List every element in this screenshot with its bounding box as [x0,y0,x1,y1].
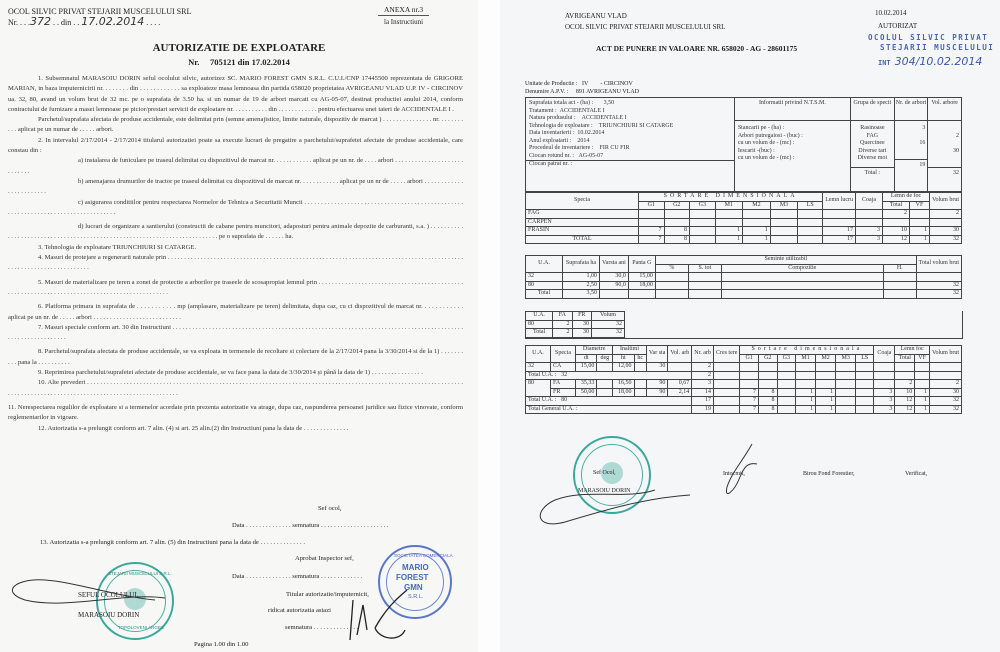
paragraph-2b: b) amenajarea drumurilor de tractor pe traseul delimitat cu dispozitivul de marcat nr. . . . . . . . . . . . aplicat pe un nr de . . . . . arbori . . . . . . . . . . . . . . . . . . . . . . . . [8,177,463,196]
valuation-act-page [500,0,1000,652]
table-row-total: Total U.A. : 32 2 [526,371,962,380]
page-footer: Pagina 1.00 din 1.00 [194,641,249,648]
unit-value: IV [582,81,589,87]
ntsm-lines: Stancarii pe - (ha) : Arbori putregaiosi - (buc) : cu un volum de - (mc) : Iescarii -(buc) : cu un volum de - (mc) : [737,125,803,161]
act-title: ACT DE PUNERE IN VALOARE NR. 658020 - AG - 28601175 [596,44,798,53]
data-signature-line-2: Data . . . . . . . . . . . . . . semnatura . . . . . . . . . . . . . [232,573,363,580]
info-area: Suprafata totala act - (ha) : 3,50 [529,100,615,106]
signature-intocmit [722,442,762,502]
sef-ocol-name: MARASOIU DORIN [78,611,140,619]
act-status: AUTORIZAT [878,22,918,30]
authorization-number: 705121 [210,57,236,67]
table-row-total: TOTAL 7 8 1 1 17 3 12 1 32 [526,235,962,244]
info-table [525,97,962,192]
signature-sef-ocol [5,570,175,620]
ridicat-label: ridicat autorizatia astazi [268,607,331,614]
data-signature-line-1: Data . . . . . . . . . . . . . . semnatura . . . . . . . . . . . . . . . . . . . . . [232,522,389,529]
paragraph-11: 11. Nerespectarea regulilor de exploatare si a termenelor acordate prin prezenta autorizatie va atrage, dupa caz, raspunderea persoanei juridice sau fizice vinovate, conform reglementarilor in vigoare. [8,403,463,422]
doc-title: AUTORIZATIE DE EXPLOATARE [152,42,326,54]
titular-label: Titular autorizatie/imputernicit, [286,591,369,598]
registration-stamp-line-2: STEJARII MUSCELULUI [880,43,995,52]
vol-arbore-cell: Vol. arbore 2 30 32 [928,98,962,192]
sig-birou: Birou Fond Forestier, [803,471,855,477]
org-name: OCOL SILVIC PRIVAT STEJARII MUSCELULUI SRL [8,7,192,16]
sef-ocol-title: SEFUL OCOLULUI, [78,591,139,599]
signature-sef-ocol-right [525,470,705,530]
sig-sef-name: MARASOIU DORIN [578,488,631,494]
ua-table: U.A. Suprafata ha Varsta ani Panta G Seminte utilizabil Total volum brut % S. tot Compozitie H. 32 1,00 30,0 15,00 80 2,50 90,0 18,00 32 Total 3,50 32 [525,255,962,299]
paragraph-delimitation: Parchetul/suprafata afectata de produse accidentale, este delimitat prin (semne amenajistice, limite naturale, dispozitiv de marcat ) . . . . . . . . . . . . . . . nr. . . . . . . . . . . aplicat pe un numar de . . . . . arbori. [8,116,463,134]
detail-table: U.A. Specia Diametre Inaltimi Var sta Vol. arb Nr. arb Cres tere Sortare dimensionala Coaja Lemn foc Volum brut dt deg ht hc G1 G2 G3 M1 M2 M3 LS Total VF 32 CA 15,00 12,00 30 2 Total U.A. : 32 2 80 FA 35,33 16,50 90 0,67 3 2 2 FR 50,00 18,00 90 2,14 14 7 8 1 1 3 10 1 30 Total U.A. : 80 17 7 8 1 1 3 12 1 32 Total General U.A. : 19 7 8 1 1 3 12 1 32 [525,345,962,414]
paragraph-1: 1. Subsemnatul MARASOIU DORIN seful ocolului silvic, autorizez SC. MARIO FOREST GMN S.R.L. C.U.I./CNP 17445500 reprezentata de GRIGORE MARIAN, in baza imputernicirii nr. . . . . . . . din . . . . . . . . . . . . sa exploateze masa lemnoasa din partida 658020 proprietatea AVRIGEANU VLAD U.P. IV - CIRCINOV ua. 32, 80, avand un volum brut de 32 mc. pe o suprafata de 3.50 ha. si un numar de 19 de arbori marcati cu AG-05-07, destinat productiei anului 2014, conform contractului de furnizare a masei lemnoase pe picior/prestari servicii de exploatare nr. . . . . . . . . . . din . . . . . . . . . . . . pentru efectuarea unei taieri de ACCIDENTALE I . [8,75,463,113]
paragraph-2c: c) asigurarea conditiilor pentru respectarea Normelor de Tehnica a Securitatii Muncii . . . . . . . . . . . . . . . . . . . . . . . . . . . . . . . . . . . . . . . . . . . . . . . . . . . . . . . . . . . . . . . . . . . . . . . . . . . . . . . . . [8,198,463,216]
paragraph-9: 9. Reprimirea parchetului/suprafetei afectate de produse accidentale, se va face pana la data de 3/30/2014 și până la data de 1) . . . . . . . . . . . . . . . . [38,369,423,377]
subtitle-nr: Nr. [188,57,200,67]
paragraph-4: 4. Masuri de protejare a regenerarii naturale prin . . . . . . . . . . . . . . . . . . . . . . . . . . . . . . . . . . . . . . . . . . . . . . . . . . . . . . . . . . . . . . . . . . . . . . . . . . . . . . . . . . . . . . . . . . . . . . . . . . . . . . . . . . . . . . . . . . . [8,254,463,272]
fa-fr-table: U.A. FA FR Volum 80 2 30 32 Total 2 30 32 [525,311,625,338]
table-row-total: Total U.A. : 80 17 7 8 1 1 3 12 1 32 [526,397,962,406]
aprobat-label: Aprobat Inspector sef, [295,555,354,562]
paragraph-3: 3. Tehnologia de exploatare TRIUNCHIURI SI CATARGE. [38,243,197,251]
act-date: 10.02.2014 [875,9,907,17]
table-row: 80 2 30 32 [526,320,625,329]
registration-stamp-line-1: OCOLUL SILVIC PRIVAT [868,33,989,42]
apv-value: 891 AVRIGEANU VLAD [575,89,640,95]
sig-intocmit: Intocmit, [723,471,745,477]
ocol-stamp: STEJARII MUSCELULUI S.R.L. TOPOLOVENI ARGES [96,562,174,640]
table-row-grand-total: Total General U.A. : 19 7 8 1 1 3 12 1 32 [526,405,962,414]
semnatura-line: semnatura . . . . . . . . . . . . . . [285,624,359,631]
nr-arbori-cell: Nr. de arbori 3 16 19 [894,98,928,192]
authorization-page [0,0,478,652]
paragraph-7: 7. Masuri speciale conform art. 30 din Instructiuni . . . . . . . . . . . . . . . . . . . . . . . . . . . . . . . . . . . . . . . . . . . . . . . . . . . . . . . . . . . . . . . . . . . . . . . . . . . . . . . . . . . . . . . . . . . . . . . . . . . . . . . . . . [8,323,463,342]
paragraph-6: 6. Platforma primara in suprafata de . . . . . . . . . . . mp (amplasare, materializare pe teren) delimitata, dupa caz, cu ci dispozitivul de marcat nr. . . . . . . . . . . . aplicat pe un nr. de . . . . . arbori . . . . . . . . . . . . . . . . . . . . . . . . . . . [8,303,463,321]
paragraph-8: 8. Parchetul/suprafata afectata de produse accidentale, se va exploata in termenele de recoltare si colectare de la 2/17/2014 pana la 3/30/2014 si de la 1) . . . . . . . . . . pana la . . . . . . . . . . [8,348,463,366]
authorization-body [8,74,463,434]
info-cell: Suprafata totala act - (ha) : 3,50 Tratament : ACCIDENTALE I Natura produsului : ACCIDENTALE I Tehnologia de exploatare : TRIUNCHIURI SI CATARGE Data inventarierii : 10.02.2014 Anul exploatarii : 2014 Procedeul de inventariere : FIR CU FIR Ciocan rotund nr. : AG-05-07 Ciocan patrat nr. : [526,98,735,192]
table-row: 80 2,50 90,0 18,00 32 [526,281,962,290]
table-row: 32 1,00 30,0 15,00 [526,273,962,282]
apv-row: Denumire A.P.V. : 891 AVRIGEANU VLAD [525,89,640,95]
table-row-total: Total 3,50 32 [526,290,962,299]
paragraph-12: 12. Autorizatia s-a prelungit conform art. 7 alin. (4) si art. 25 alin.(2) din Instructiuni pana la data de . . . . . . . . . . . . . . [38,424,349,432]
paragraph-2: 2. In intervalul 2/17/2014 - 2/17/2014 titularul autorizatiei poate sa execute lucrari de pregatire a parchetului/suprafetei afectate de produse accidentale, care constau din : [8,136,463,155]
table-row: FAG 2 2 [526,210,962,219]
table-row: 80 FA 35,33 16,50 90 0,67 3 2 2 [526,380,962,389]
sig-verificat: Verificat, [905,471,928,477]
annex-sub: la Instructiuni [384,18,424,26]
owner-name: AVRIGEANU VLAD [565,12,627,20]
annex-label: ANEXA nr.3 [378,5,429,16]
unit-row: Unitate de Productie : IV - CIRCINOV [525,81,633,87]
ntsm-header: Informatii privind N.T.S.M. [735,98,850,121]
authorization-date: 17.02.2014 [251,57,290,67]
paragraph-5: 5. Masuri de materializare pe teren a zonei de protectie a arborilor pe traseele de scosapropiat lemnul prin . . . . . . . . . . . . . . . . . . . . . . . . . . . . . . . . . . . . . . . . . . . . . . . . . . . . . . . . . . . . . . . . . . . . . . . . . . . . . . . . . . . . . . . . . . . . . [8,278,463,296]
table-row-total: Total 2 30 32 [526,329,625,338]
doc-number-handwritten: 372 [30,15,51,28]
subtitle-din: din [237,57,250,67]
species-group-cell: Grupa de specii Rasinoase FAG Quercinee Diverse tari Diverse moi Total : [850,98,894,192]
ntsm-cell [734,98,850,192]
table-row: FR 50,00 18,00 90 2,14 14 7 8 1 1 3 10 1 30 [526,388,962,397]
unit-name: - CIRCINOV [600,81,633,87]
paragraph-13: 13. Autorizatia s-a prelungit conform art. 7 alin. (5) din Instructiuni pana la data de . . . . . . . . . . . . . . [40,539,305,546]
org-name-right: OCOL SILVIC PRIVAT STEJARII MUSCELULUI SRL [565,23,726,31]
doc-subtitle [0,57,478,67]
page-gap [478,0,500,652]
registration-number: INT 304/10.02.2014 [878,55,983,68]
sef-ocol-label: Sef ocol, [318,505,342,512]
company-stamp: SOCIETATEA COMERCIALA MARIO FOREST GMN S.R.L. [378,545,452,619]
table-row: FRASIN 7 8 1 1 17 3 10 1 30 [526,227,962,236]
table-row: 32 CA 15,00 12,00 30 2 [526,363,962,372]
doc-date-handwritten: 17.02.2014 [81,15,145,28]
sorting-table: Specia SORTARE DIMENSIONALA Lemn lucru Coaja Lemn de foc Volum brut G1 G2 G3 M1 M2 M3 LS Total VF FAG 2 2 CARPEN FRASIN 7 8 1 1 17 3 10 1 30 TOTAL 7 8 1 1 17 3 12 1 32 [525,192,962,244]
sig-sef-ocol: Sef Ocol, [593,470,616,476]
paragraph-2a: a) instalarea de funiculare pe traseul delimitat cu dispozitivul de marcat nr. . . . . . . . . . . . aplicat pe un nr. de . . . . arbori . . . . . . . . . . . . . . . . . . . . . . . . . . . . [8,157,463,175]
table-row: CARPEN [526,218,962,227]
signature-titular [345,580,415,650]
paragraph-10: 10. Alte prevederi . . . . . . . . . . . . . . . . . . . . . . . . . . . . . . . . . . . . . . . . . . . . . . . . . . . . . . . . . . . . . . . . . . . . . . . . . . . . . . . . . . . . . . . . . . . . . . . . . . . . . . . . . . . . . . . . . . . . . . . . . . . . . . . . . . . . . . . . . . . . . . . . . . . . . . . . . . . . . . . . . . . . . . [8,379,463,397]
paragraph-2d: d) lucrari de organizare a santierului (constructii de cabane pentru muncitori, adaposturi pentru animale depozite de carburanti, s.a. ) . . . . . . . . . . . . . . . . . . . . . . . . . . . . . . . . . . . . . . . . . . . . . . . . . . . . . . . . . . . . . . . . . . . . . . . . . . pe o suprafata de . . . . . . ha. [8,223,463,241]
doc-number-row: Nr. . . .372 . . din . . 17.02.2014 . . . . [8,15,161,28]
